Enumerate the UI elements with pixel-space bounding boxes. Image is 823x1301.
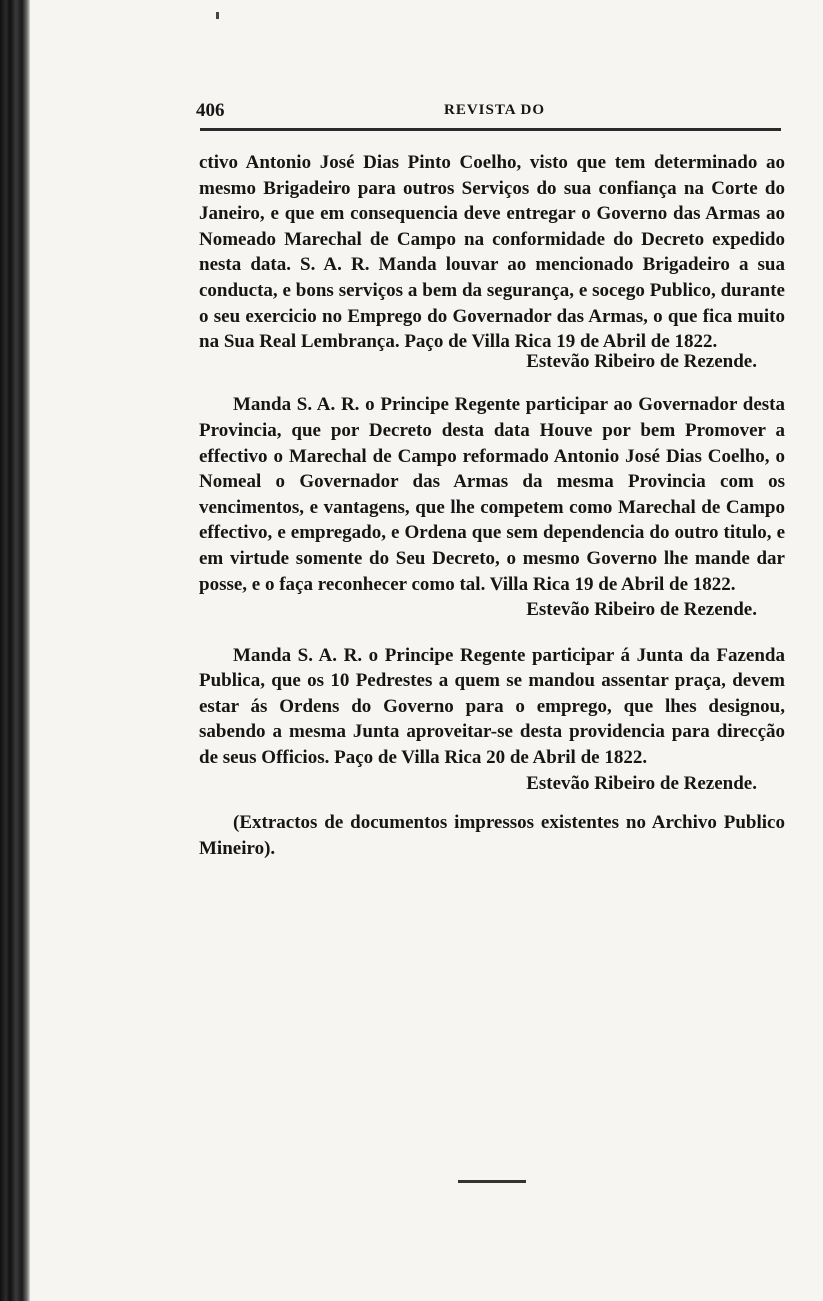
signature: Estevão Ribeiro de Rezende.: [526, 772, 757, 794]
paragraph-junta: Manda S. A. R. o Principe Regente participar á Junta da Fazenda Publica, que os 10 Pedrestes a quem se mandou assentar praça, devem estar ás Ordens do Governo para o emprego, que lhes designou, sabendo a mesma Junta aproveitar-se desta providencia para direcção de seus Officios. Paço de Villa Rica 20 de Abril de 1822.: [199, 644, 785, 769]
document-body: [199, 150, 785, 861]
source-note: (Extractos de documentos impressos existentes no Archivo Publico Mineiro).: [199, 812, 785, 859]
page-header: [196, 100, 784, 130]
signature: Estevão Ribeiro de Rezende.: [526, 599, 757, 621]
paragraph-decree: Manda S. A. R. o Principe Regente participar ao Governador desta Provincia, que por Decreto desta data Houve por bem Promover a effectivo o Marechal de Campo reformado Antonio José Dias Coelho, o Nomeal o Governador das Armas da mesma Provincia com os vencimentos, e vantagens, que lhe competem como Marechal de Campo effectivo, e empregado, e Ordena que sem dependencia do outro titulo, e em virtude somente do Seu Decreto, o mesmo Governo lhe mande dar posse, e o faça reconhecer como tal. Villa Rica 19 de Abril de 1822.: [199, 394, 785, 595]
page-number: 406: [196, 100, 225, 121]
signature: Estevão Ribeiro de Rezende.: [526, 350, 757, 372]
paragraph-continuation: ctivo Antonio José Dias Pinto Coelho, visto que tem determinado ao mesmo Brigadeiro para outros Serviços do sua confiança na Corte do Janeiro, e que em consequencia deve entregar o Governo das Armas ao Nomeado Marechal de Campo na conformidade do Decreto expedido nesta data. S. A. R. Manda louvar ao mencionado Brigadeiro a sua conducta, e bons serviços a bem da segurança, e socego Publico, durante o seu exercicio no Emprego do Governador das Armas, o que fica muito na Sua Real Lembrança. Paço de Villa Rica 19 de Abril de 1822.: [199, 152, 785, 353]
book-binding-edge: [0, 0, 30, 1301]
running-head: REVISTA DO: [444, 102, 545, 118]
closing-ornament: [458, 1180, 526, 1183]
header-rule: [200, 128, 781, 131]
ink-speck: [216, 12, 219, 19]
